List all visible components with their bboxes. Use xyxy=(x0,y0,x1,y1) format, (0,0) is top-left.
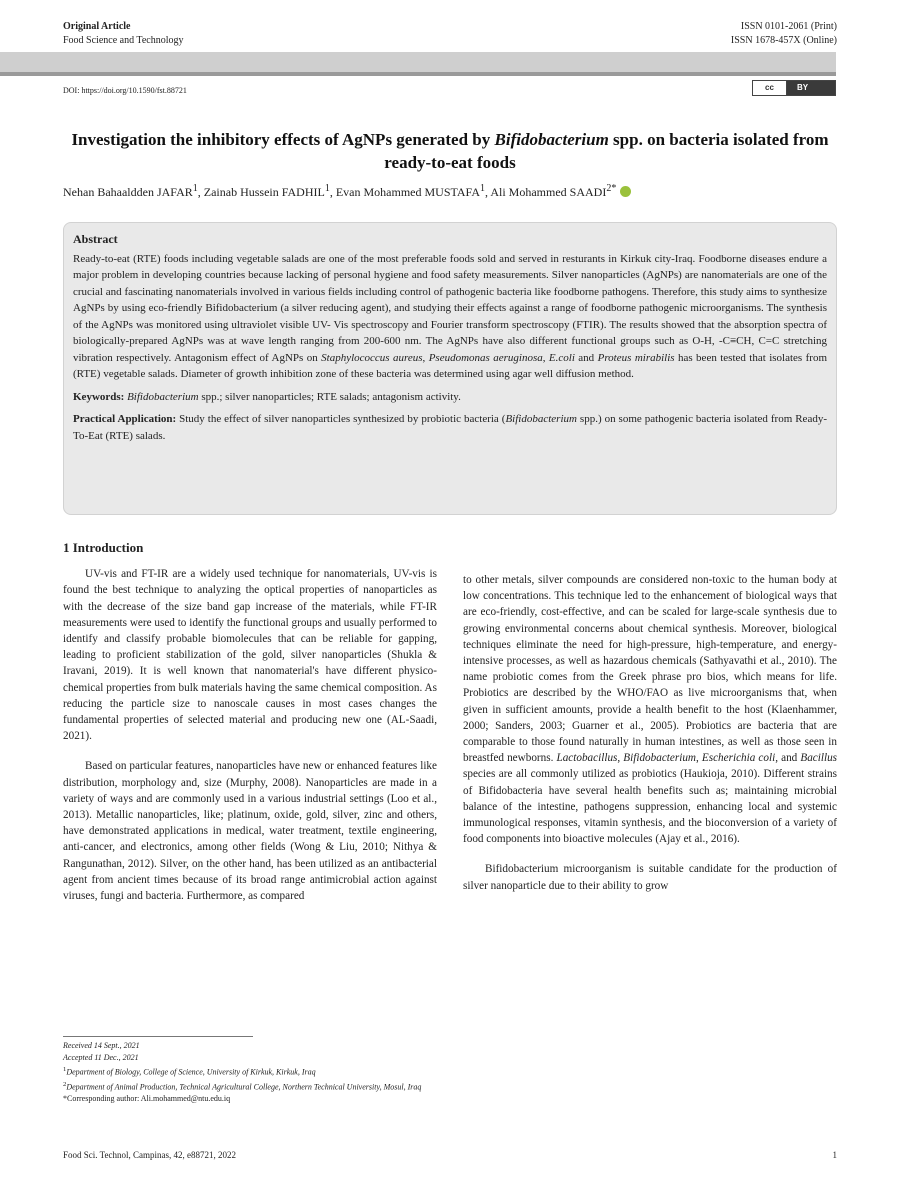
header-band-accent xyxy=(0,72,836,76)
abstract-text: Ready-to-eat (RTE) foods including vegetable salads are one of the most preferable foods sold and served in resturants in Kirkuk city-Iraq. Foodborne diseases endure a major problem in developing countries because lacking of personal hygiene and food safety measurements. Silver nanoparticles (AgNPs) are nanomaterials are one of the crucial and fascinating nanomaterials involved in various fields including control of pathogenic bacteria like foodborne pathogens. Therefore, this study aims to synthesize AgNPs by using eco-friendly Bifidobacterium (a silver reducing agent), and studying their effects against a range of foodborne pathogenic microorganisms. The synthesis of the AgNPs was monitored using ultraviolet visible UV- Vis spectroscopy and Fourier transform spectroscopy (FTIR). The results showed that the absorption spectra of biologically-prepared AgNPs was at wave length ranging from 200-600 nm. The AgNPs have also different functional groups such as O-H, -C≡CH, C=C stretching vibration respectively. Antagonism effect of AgNPs on Staphylococcus aureus, Pseudomonas aeruginosa, E.coli and Proteus mirabilis has been tested that isolates from (RTE) vegetable salads. Diameter of growth inhibition zone of these bacteria was determined using agar well diffusion method. xyxy=(73,252,828,380)
intro-paragraph-4: Bifidobacterium microorganism is suitable candidate for the production of silver nanoparticle due to their ability to grow xyxy=(463,863,837,892)
accepted-date: Accepted 11 Dec., 2021 xyxy=(63,1053,139,1062)
by-label: BY xyxy=(787,81,835,95)
practical-application: Practical Application: Study the effect of silver nanoparticles synthesized by probiotic bacteria (Bifidobacterium spp.) on some pathogenic bacteria isolated from Ready-To-Eat (RTE) salads. xyxy=(73,413,827,442)
abstract-heading: Abstract xyxy=(73,232,118,246)
header-band xyxy=(0,52,836,72)
footer-citation: Food Sci. Technol, Campinas, 42, e88721, 2022 xyxy=(63,1150,236,1160)
abstract-box xyxy=(63,222,837,515)
issn-print: ISSN 0101-2061 (Print) xyxy=(740,21,837,32)
orcid-icon[interactable] xyxy=(620,186,631,197)
running-header-right xyxy=(731,20,837,48)
affiliation-1: $^1$Department of Biology, College of Science, University of Kirkuk, Kirkuk, Iraq xyxy=(63,1066,316,1077)
cc-by-license-badge[interactable] xyxy=(752,80,836,96)
footnotes xyxy=(63,1040,421,1105)
journal-name: Food Science and Technology xyxy=(63,35,184,46)
author-list: Nehan Bahaaldden JAFAR$^1$, Zainab Hussein FADHIL$^1$, Evan Mohammed MUSTAFA$^1$, Ali Mohammed $SAADI^{2*}$ xyxy=(63,181,837,200)
received-date: Received 14 Sept., 2021 xyxy=(63,1041,140,1050)
affiliation-2: $^2$Department of Animal Production, Technical Agricultural College, Northern Technical University, Mosul, Iraq xyxy=(63,1080,422,1092)
article-type: Original Article xyxy=(63,21,131,32)
footnote-rule xyxy=(63,1036,253,1037)
corresponding-author: *Corresponding author: Ali.mohammed@ntu.edu.iq xyxy=(63,1094,231,1104)
intro-paragraph-1: UV-vis and FT-IR are a widely used technique for nanomaterials, UV-vis is found the best technique to analyzing the optical properties of nanoparticles as with the decrease of the size band gap increase of the materials, while FT-IR measurements were used to identify the functional groups and usually performed to identify and classify probable biomolecules that can be reliable for gapping, leading to proficient stabilization of the gold, silver nanoparticles (Shukla & Iravani, 2019). It is well known that nanomaterial's have different physico-chemical properties from bulk materials having the same chemical composition. As reducing the particle size to nanoscale causes in most cases changes the fundamental properties of selected material and producing new one (AL-Saadi, 2021). xyxy=(63,568,437,743)
issn-online: ISSN 1678-457X (Online) xyxy=(730,35,837,46)
page-number: 1 xyxy=(832,1150,837,1160)
keywords: Keywords: Bifidobacterium spp.; silver nanoparticles; RTE salads; antagonism activity. xyxy=(73,390,461,403)
article-title: Investigation the inhibitory effects of AgNPs generated by Bifidobacterium spp. on bacteria isolated from ready-to-eat foods xyxy=(71,130,829,172)
cc-icon: cc xyxy=(753,81,787,95)
intro-paragraph-3: to other metals, silver compounds are considered non-toxic to the human body at low concentrations. This technique led to the enhancement of biological ways that are eco-friendly, cost-effective, and can be scaled for large-scale synthesis due to growing environmental concerns about chemical synthesis. Moreover, biological techniques eliminate the need for high-pressure, high-temperature, and energy-intensive processes, as well as hazardous chemicals (Sathyavathi et al., 2010). The name probiotic comes from the Greek phrase pro bios, which means for life. Probiotics are described by the WHO/FAO as live microorganisms that, when given in sufficient amounts, provide a health benefit to the host (Klaenhammer, 2000; Sanders, 2003; Guarner et al., 2005). Probiotics are bacteria that are comparable to those found naturally in human intestines, as well as those seen in breastfed newborns. Lactobacillus, Bifidobacterium, Escherichia coli, and Bacillus species are all commonly utilized as probiotics (Haukioja, 2010). Different strains of Bifidobacteria have several health benefits such as; maintaining microbial balance of the intestine, pathogens suppression, enhancing local and systemic immunological responses, vitamin synthesis, and the bioconversion of a variety of food components into bioactive molecules (Ajay et al., 2016). xyxy=(463,574,838,846)
running-header-left xyxy=(63,20,183,48)
body-column-right xyxy=(463,572,837,908)
section-heading-introduction: 1 Introduction xyxy=(63,540,144,555)
intro-paragraph-2: Based on particular features, nanoparticles have new or enhanced features like distribution, morphology and, size (Murphy, 2008). Nanoparticles are made in a variety of ways and are commonly used in a various industrial settings (Loo et al., 2013). Metallic nanoparticles, like; platinum, oxide, gold, silver, zinc and others, have demonstrated applications in medical, water treatment, textile engineering, anti-cancer, and electronics, among other fields (Wong & Liu, 2010; Nithya & Rangunathan, 2012). Silver, on the other hand, has been utilized as an antibacterial agent from ancient times because of its broad range antimicrobial action against viruses, fungi and bacteria. Furthermore, as compared xyxy=(63,760,437,903)
body-column-left xyxy=(63,540,437,918)
doi-link[interactable]: DOI: https://doi.org/10.1590/fst.88721 xyxy=(63,86,187,95)
